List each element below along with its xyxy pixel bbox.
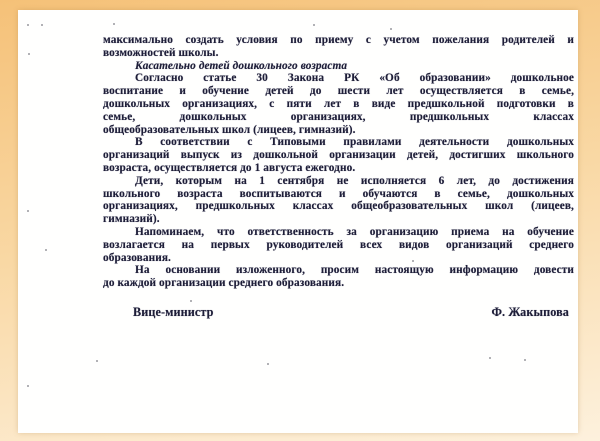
scan-speck — [27, 210, 29, 212]
section-heading: Касательно детей дошкольного возраста — [135, 59, 348, 72]
text-line: общеобразовательных школ (лицеев, гимназий). — [103, 123, 356, 136]
scan-speck — [190, 300, 192, 302]
text-line: школьного возраста воспитываются и обучаются в семье, дошкольных — [103, 187, 574, 200]
scan-speck — [267, 363, 269, 365]
text-line: семье, дошкольных организациях, предшкольных классах — [103, 110, 574, 123]
scan-speck — [313, 24, 315, 26]
text-line: возлагается на первых руководителей всех видов организаций среднего — [103, 238, 574, 251]
text-line: дошкольных организациях, с пяти лет в виде предшкольной подготовки в — [103, 97, 574, 110]
text-line: максимально создать условия по приему с учетом пожелания родителей и — [103, 34, 574, 46]
text-line: гимназий). — [103, 213, 160, 226]
text-line: до каждой организации среднего образования. — [103, 277, 345, 290]
text-line: образования. — [103, 251, 171, 264]
scan-speck — [489, 357, 491, 359]
scan-speck — [412, 260, 414, 262]
text-line: Дети, которым на 1 сентября не исполняется 6 лет, до достижения — [135, 174, 574, 187]
scan-speck — [41, 24, 43, 26]
scan-speck — [27, 385, 29, 387]
scan-speck — [113, 23, 115, 25]
scan-speck — [524, 359, 526, 361]
scan-speck — [45, 249, 47, 251]
scan-speck — [390, 28, 392, 30]
text-line: В соответствии с Типовыми правилами деятельности дошкольных — [135, 136, 574, 149]
scan-speck — [96, 360, 98, 362]
text-line: организаций выпуск из дошкольной организации детей, достигших школьного — [103, 149, 574, 162]
text-line: На основании изложенного, просим настоящую информацию довести — [135, 264, 574, 277]
scan-speck — [27, 24, 29, 26]
signature-title: Вице-министр — [133, 304, 214, 319]
document-page — [18, 10, 578, 433]
text-line: воспитание и обучение детей до шести лет осуществляется в семье, — [103, 85, 574, 98]
text-line: организациях, предшкольных классах общеобразовательных школ (лицеев, — [103, 200, 574, 213]
text-line: Напоминаем, что ответственность за организацию приема на обучение — [135, 225, 574, 238]
signature-block — [103, 306, 574, 319]
signature-name: Ф. Жакыпова — [491, 304, 569, 319]
scan-speck — [28, 53, 30, 55]
document-body — [103, 34, 574, 319]
text-line: Согласно статье 30 Закона РК «Об образовании» дошкольное — [135, 72, 574, 85]
text-line: возраста, осуществляется до 1 августа ежегодно. — [103, 161, 356, 174]
text-line: возможностей школы. — [103, 46, 219, 59]
